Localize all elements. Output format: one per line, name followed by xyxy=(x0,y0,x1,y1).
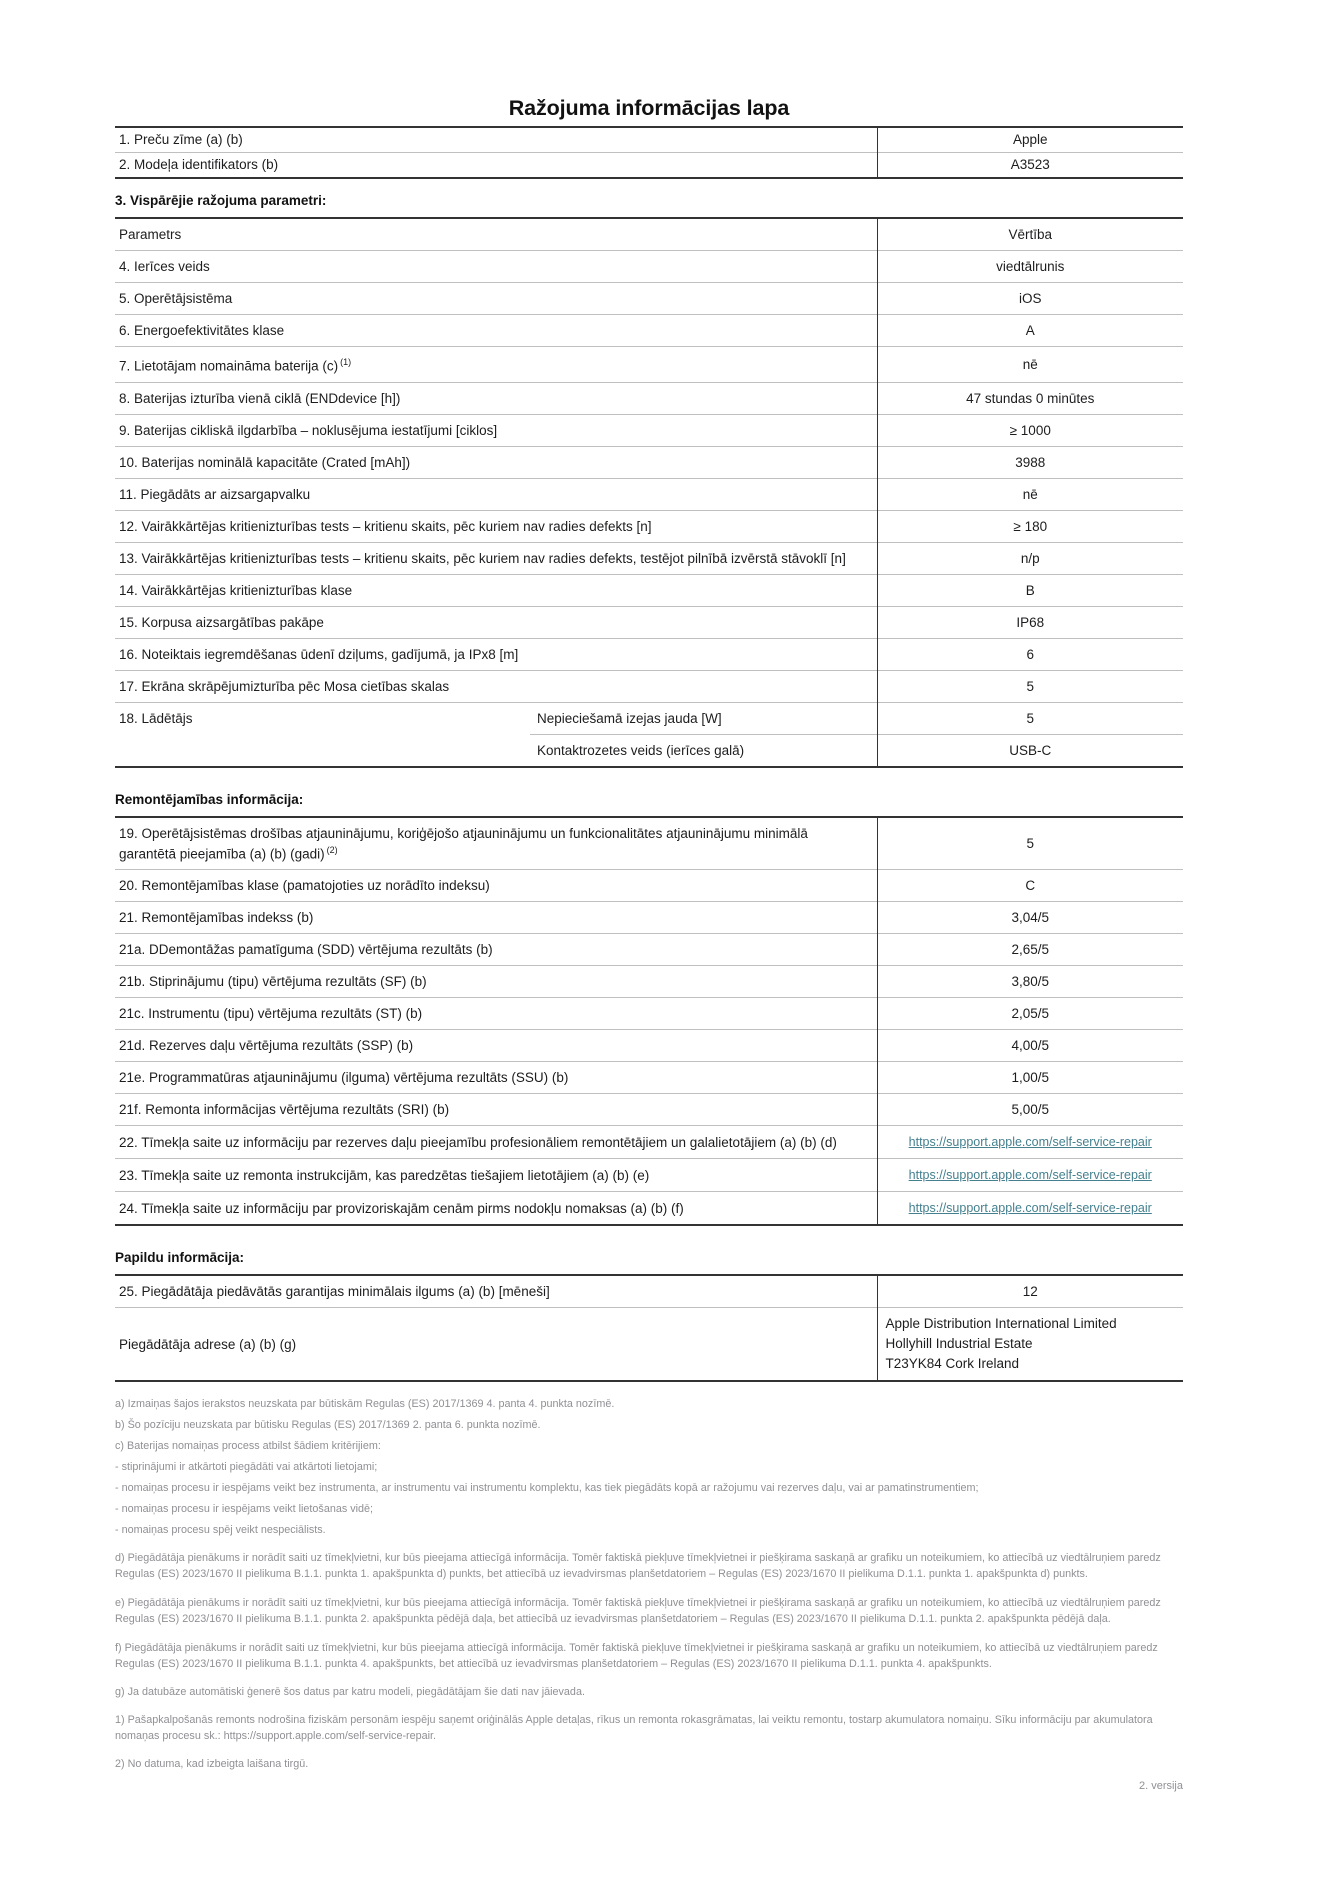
row-label: 15. Korpusa aizsargātības pakāpe xyxy=(115,606,877,638)
table-row xyxy=(115,1275,1183,1308)
row-value: 2,65/5 xyxy=(877,934,1183,966)
footnote-c-item: - nomaiņas procesu ir iespējams veikt bez instrumenta, ar instrumentu vai instrumentu komplektu, kas tiek piegādāts kopā ar ražojumu vai rezerves daļu, vai ar pamatinstrumentiem; xyxy=(115,1482,979,1494)
table-row xyxy=(115,934,1183,966)
table-row xyxy=(115,478,1183,510)
row-value: nē xyxy=(877,347,1183,383)
row-label: 21a. DDemontāžas pamatīguma (SDD) vērtējuma rezultāts (b) xyxy=(115,934,877,966)
row-value: 5,00/5 xyxy=(877,1094,1183,1126)
row-value xyxy=(877,1126,1183,1159)
row-label: 10. Baterijas nominālā kapacitāte (Crated [mAh]) xyxy=(115,446,877,478)
repairability-table xyxy=(115,816,1183,1227)
row-label: 13. Vairākkārtējas kritienizturības tests – kritienu skaits, pēc kuriem nav radies defekts, testējot pilnībā izvērstā stāvoklī [n] xyxy=(115,542,877,574)
section-heading-general: 3. Vispārējie ražojuma parametri: xyxy=(115,193,327,208)
row-label: 5. Operētājsistēma xyxy=(115,283,877,315)
row-value: 3,04/5 xyxy=(877,902,1183,934)
additional-info-table xyxy=(115,1274,1183,1382)
table-row xyxy=(115,1159,1183,1192)
row-label: 18. Lādētājs xyxy=(115,702,530,767)
row-label: 11. Piegādāts ar aizsargapvalku xyxy=(115,478,877,510)
row-value: ≥ 1000 xyxy=(877,414,1183,446)
row-label: 14. Vairākkārtējas kritienizturības klase xyxy=(115,574,877,606)
row-value: 12 xyxy=(877,1275,1183,1308)
charger-subrow-label: Kontaktrozetes veids (ierīces galā) xyxy=(530,734,877,767)
row-value: Apple xyxy=(877,127,1183,153)
table-row xyxy=(115,966,1183,998)
footnote-a: a) Izmaiņas šajos ierakstos neuzskata par būtiskām Regulas (ES) 2017/1369 4. panta 4. punkta nozīmē. xyxy=(115,1398,615,1410)
address-line: Hollyhill Industrial Estate xyxy=(885,1336,1033,1351)
row-value: 2,05/5 xyxy=(877,998,1183,1030)
row-value: 3,80/5 xyxy=(877,966,1183,998)
row-value: iOS xyxy=(877,283,1183,315)
section-heading-repairability: Remontējamības informācija: xyxy=(115,791,304,807)
charger-row xyxy=(115,702,1183,734)
charger-subrow-label: Nepieciešamā izejas jauda [W] xyxy=(530,702,877,734)
table-row xyxy=(115,870,1183,902)
column-header-value: Vērtība xyxy=(877,218,1183,251)
address-line: T23YK84 Cork Ireland xyxy=(885,1356,1020,1371)
row-label: 24. Tīmekļa saite uz informāciju par provizoriskajām cenām pirms nodokļu nomaksas (a) (b) (f) xyxy=(115,1192,877,1226)
row-label: 21e. Programmatūras atjauninājumu (ilguma) vērtējuma rezultāts (SSU) (b) xyxy=(115,1062,877,1094)
row-label: 9. Baterijas cikliskā ilgdarbība – noklusējuma iestatījumi [ciklos] xyxy=(115,414,877,446)
row-value: A xyxy=(877,315,1183,347)
row-label: 1. Preču zīme (a) (b) xyxy=(119,132,243,147)
row-label: 21d. Rezerves daļu vērtējuma rezultāts (SSP) (b) xyxy=(115,1030,877,1062)
row-value: nē xyxy=(877,478,1183,510)
footnote-b: b) Šo pozīciju neuzskata par būtisku Regulas (ES) 2017/1369 2. panta 6. punkta nozīmē. xyxy=(115,1419,541,1431)
table-row xyxy=(115,1192,1183,1226)
row-label: 17. Ekrāna skrāpējumizturība pēc Mosa cietības skalas xyxy=(115,670,877,702)
self-service-repair-link[interactable]: https://support.apple.com/self-service-repair xyxy=(908,1135,1152,1149)
row-label: 16. Noteiktais iegremdēšanas ūdenī dziļums, gadījumā, ja IPx8 [m] xyxy=(115,638,877,670)
table-row xyxy=(115,670,1183,702)
footnote-e: e) Piegādātāja pienākums ir norādīt saiti uz tīmekļvietni, kur būs pieejama attiecīgā informācija. Tomēr faktiskā piekļuve tīmekļvietnei ir piešķirama saskaņā ar grafiku un noteikumiem, ko attiecībā uz viedtālruņiem paredz Regulas (ES) 2023/1670 II pielikuma B.1.1. punkta 2. apakšpunkta pēdējā daļa, bet attiecībā uz ievadvirsmas planšetdatoriem – Regulas (ES) 2023/1670 II pielikuma D.1.1. punkta 2. apakšpunkta pēdējā daļa. xyxy=(115,1597,1161,1625)
section-heading-additional: Papildu informācija: xyxy=(115,1250,245,1265)
row-value: 5 xyxy=(877,817,1183,870)
table-row xyxy=(115,606,1183,638)
row-value: 3988 xyxy=(877,446,1183,478)
footnote-1: 1) Pašapkalpošanās remonts nodrošina fiziskām personām iespēju saņemt oriģinālās Apple detaļas, rīkus un remonta rokasgrāmatas, lai veiktu remontu, tostarp akumulatora nomaiņu. Sīku informāciju par akumulatora nomaņas procesu sk.: https://support.apple.com/self-service-repair. xyxy=(115,1714,1153,1742)
table-row xyxy=(115,574,1183,606)
table-header-row xyxy=(115,218,1183,251)
row-value: 4,00/5 xyxy=(877,1030,1183,1062)
row-value: 5 xyxy=(877,670,1183,702)
row-label: 6. Energoefektivitātes klase xyxy=(115,315,877,347)
footnote-ref-1: (1) xyxy=(340,357,352,367)
footnote-f: f) Piegādātāja pienākums ir norādīt saiti uz tīmekļvietni, kur būs pieejama attiecīgā informācija. Tomēr faktiskā piekļuve tīmekļvietnei ir piešķirama saskaņā ar grafiku un noteikumiem, ko attiecībā uz viedtālruņiem paredz Regulas (ES) 2023/1670 II pielikuma B.1.1. punkta 4. apakšpunkts, bet attiecībā uz ievadvirsmas planšetdatoriem – Regulas (ES) 2023/1670 II pielikuma D.1.1. punkta 4. apakšpunkts. xyxy=(115,1642,1158,1670)
row-value: 47 stundas 0 minūtes xyxy=(877,382,1183,414)
table-row xyxy=(115,283,1183,315)
table-row xyxy=(115,998,1183,1030)
table-row xyxy=(115,414,1183,446)
table-row xyxy=(115,251,1183,283)
table-row xyxy=(115,1030,1183,1062)
row-label: 8. Baterijas izturība vienā ciklā (ENDdevice [h]) xyxy=(115,382,877,414)
footnote-c-item: - nomaiņas procesu ir iespējams veikt lietošanas vidē; xyxy=(115,1503,374,1515)
table-row xyxy=(115,382,1183,414)
footnote-2: 2) No datuma, kad izbeigta laišana tirgū. xyxy=(115,1758,309,1770)
row-label: 21c. Instrumentu (tipu) vērtējuma rezultāts (ST) (b) xyxy=(115,998,877,1030)
row-value: 1,00/5 xyxy=(877,1062,1183,1094)
row-value: IP68 xyxy=(877,606,1183,638)
row-label-text: 19. Operētājsistēmas drošības atjauninājumu, koriģējošo atjauninājumu un funkcionalitātes atjauninājumu minimālā garantētā pieejamība (a) (b) (gadi) xyxy=(119,825,808,861)
supplier-address xyxy=(877,1308,1183,1382)
address-line: Apple Distribution International Limited xyxy=(885,1316,1117,1331)
row-label: 22. Tīmekļa saite uz informāciju par rezerves daļu pieejamību profesionāliem remontētājiem un galalietotājiem (a) (b) (d) xyxy=(115,1126,877,1159)
row-label xyxy=(115,347,877,383)
row-label xyxy=(115,817,877,870)
table-row xyxy=(115,1062,1183,1094)
row-value xyxy=(877,1159,1183,1192)
row-label: 4. Ierīces veids xyxy=(115,251,877,283)
row-value: A3523 xyxy=(877,153,1183,179)
row-label-text: 7. Lietotājam nomaināma baterija (c) xyxy=(119,358,339,374)
row-value: viedtālrunis xyxy=(877,251,1183,283)
row-label: 2. Modeļa identifikators (b) xyxy=(115,153,877,179)
table-row xyxy=(115,542,1183,574)
row-value: C xyxy=(877,870,1183,902)
footnote-c-item: - nomaiņas procesu spēj veikt nespeciālists. xyxy=(115,1524,326,1536)
self-service-repair-link[interactable]: https://support.apple.com/self-service-repair xyxy=(908,1201,1152,1215)
general-parameters-table xyxy=(115,217,1183,768)
row-label: 12. Vairākkārtējas kritienizturības tests – kritienu skaits, pēc kuriem nav radies defekts [n] xyxy=(115,510,877,542)
table-row xyxy=(115,902,1183,934)
row-value xyxy=(877,1192,1183,1226)
table-row xyxy=(115,638,1183,670)
charger-subrow-value: USB-C xyxy=(877,734,1183,767)
table-row xyxy=(115,1126,1183,1159)
product-id-table xyxy=(115,126,1183,179)
row-label: 21f. Remonta informācijas vērtējuma rezultāts (SRI) (b) xyxy=(115,1094,877,1126)
table-row xyxy=(115,153,1183,179)
row-value: ≥ 180 xyxy=(877,510,1183,542)
table-row xyxy=(115,446,1183,478)
row-label: 23. Tīmekļa saite uz remonta instrukcijām, kas paredzētas tiešajiem lietotājiem (a) (b) (e) xyxy=(115,1159,877,1192)
self-service-repair-link[interactable]: https://support.apple.com/self-service-repair xyxy=(908,1168,1152,1182)
column-header-parameter: Parametrs xyxy=(119,227,182,242)
row-label: 21b. Stiprinājumu (tipu) vērtējuma rezultāts (SF) (b) xyxy=(115,966,877,998)
footnote-d: d) Piegādātāja pienākums ir norādīt saiti uz tīmekļvietni, kur būs pieejama attiecīgā informācija. Tomēr faktiskā piekļuve tīmekļvietnei ir piešķirama saskaņā ar grafiku un noteikumiem, ko attiecībā uz viedtālruņiem paredz Regulas (ES) 2023/1670 II pielikuma B.1.1. punkta 1. apakšpunkta d) punkts, bet attiecībā uz ievadvirsmas planšetdatoriem – Regulas (ES) 2023/1670 II pielikuma D.1.1. punkta 1. apakšpunkta d) punkts. xyxy=(115,1552,1161,1580)
row-label: 20. Remontējamības klase (pamatojoties uz norādīto indeksu) xyxy=(115,870,877,902)
row-value: n/p xyxy=(877,542,1183,574)
footnotes xyxy=(115,1397,1183,1771)
table-row xyxy=(115,347,1183,383)
row-value: 6 xyxy=(877,638,1183,670)
row-label: 21. Remontējamības indekss (b) xyxy=(115,902,877,934)
table-row xyxy=(115,817,1183,870)
table-row xyxy=(115,510,1183,542)
row-label: 25. Piegādātāja piedāvātās garantijas minimālais ilgums (a) (b) [mēneši] xyxy=(119,1284,550,1299)
charger-subrow-value: 5 xyxy=(877,702,1183,734)
footnote-g: g) Ja datubāze automātiski ģenerē šos datus par katru modeli, piegādātājam šie dati nav jāievada. xyxy=(115,1686,585,1698)
supplier-address-row xyxy=(115,1308,1183,1382)
table-row xyxy=(115,1094,1183,1126)
version-label: 2. versija xyxy=(1138,1780,1183,1792)
table-row xyxy=(115,127,1183,153)
row-label: Piegādātāja adrese (a) (b) (g) xyxy=(115,1308,877,1382)
table-row xyxy=(115,315,1183,347)
footnote-ref-2: (2) xyxy=(326,844,338,855)
page-title: Ražojuma informācijas lapa xyxy=(508,96,790,120)
footnote-c-item: - stiprinājumi ir atkārtoti piegādāti vai atkārtoti lietojami; xyxy=(115,1461,378,1473)
footnote-c: c) Baterijas nomaiņas process atbilst šādiem kritērijiem: xyxy=(115,1440,381,1452)
row-value: B xyxy=(877,574,1183,606)
